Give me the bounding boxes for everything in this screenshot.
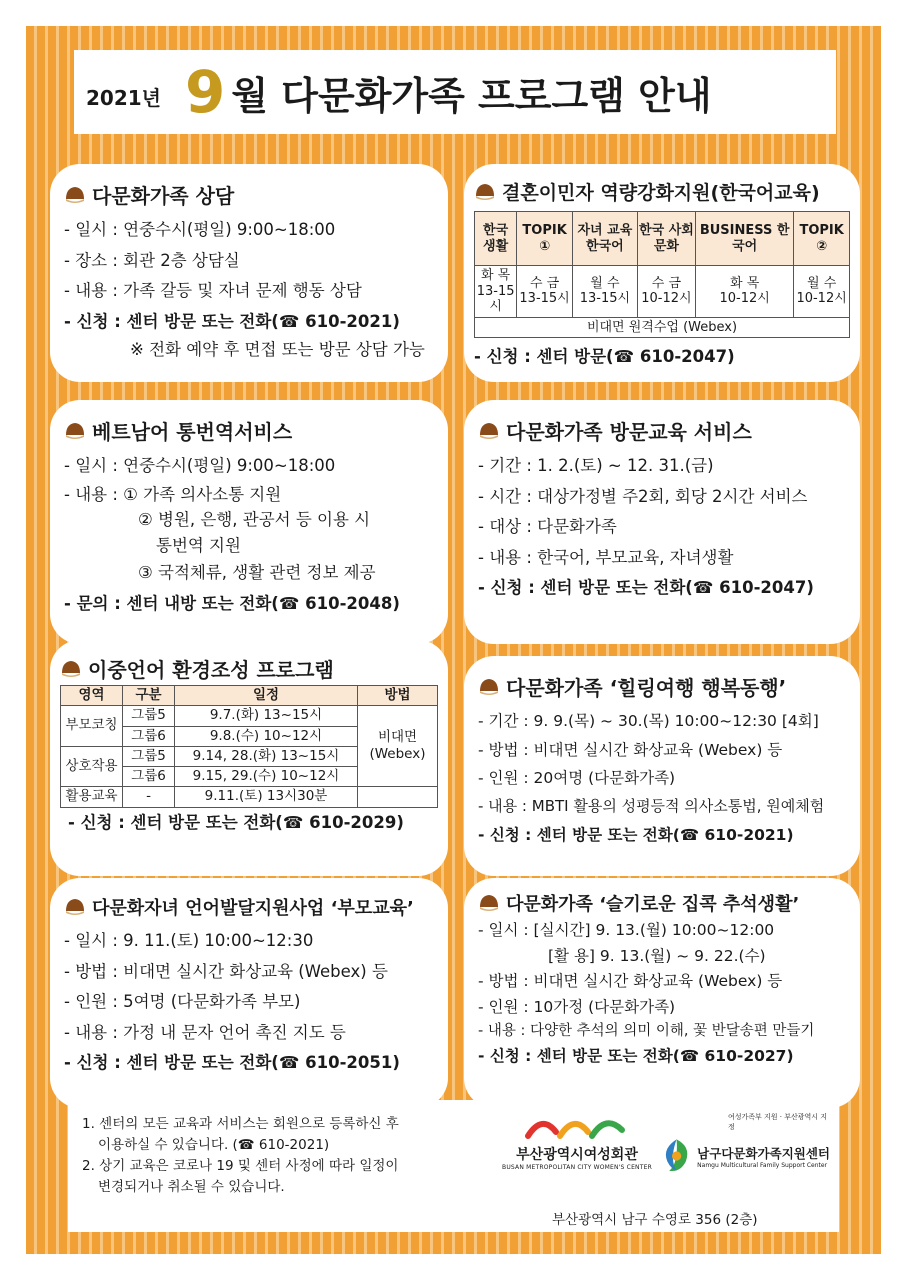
- day: 수 금: [651, 275, 682, 291]
- interpret-line: ② 병원, 은행, 관공서 등 이용 시: [138, 510, 371, 530]
- korean-apply: - 신청 : 센터 방문(☎ 610-2047): [474, 347, 735, 367]
- title-month: 9: [184, 58, 226, 126]
- table-cell: -: [123, 787, 175, 807]
- visit-line: - 기간 : 1. 2.(토) ~ 12. 31.(금): [478, 456, 714, 475]
- footer-note: 1. 센터의 모든 교육과 서비스는 회원으로 등록하신 후: [82, 1116, 399, 1132]
- footer-note: 이용하실 수 있습니다. (☎ 610-2021): [98, 1136, 330, 1153]
- language-line: - 인원 : 5여명 (다문화가족 부모): [64, 992, 301, 1012]
- card-visit: [464, 400, 860, 644]
- card-korean-heading: [474, 178, 850, 205]
- card-interpret: [50, 400, 448, 644]
- visit-line: - 대상 : 다문화가족: [478, 517, 617, 537]
- womens-center-logo: [502, 1112, 652, 1171]
- chestnut-icon: [478, 421, 500, 441]
- healing-line: - 인원 : 20여명 (다문화가족): [478, 769, 676, 788]
- language-line: - 신청 : 센터 방문 또는 전화(☎ 610-2051): [64, 1053, 400, 1073]
- table-header: 영역: [61, 686, 123, 706]
- card-title: 이중언어 환경조성 프로그램: [88, 658, 334, 682]
- interpret-line: 통번역 지원: [156, 535, 241, 555]
- table-cell: 상호작용: [61, 746, 123, 787]
- card-title: 다문화가족 방문교육 서비스: [506, 420, 752, 444]
- womens-center-emblem-icon: [522, 1112, 632, 1140]
- table-header: 자녀 교육 한국어: [572, 212, 637, 266]
- card-title: 다문화가족 상담: [92, 184, 235, 208]
- table-cell: 9.11.(토) 13시30분: [175, 787, 358, 807]
- counsel-line: - 내용 : 가족 갈등 및 자녀 문제 행동 상담: [64, 281, 362, 301]
- table-header: BUSINESS 한국어: [696, 212, 794, 266]
- chestnut-icon: [64, 421, 86, 441]
- chestnut-icon: [64, 185, 86, 205]
- language-line: - 일시 : 9. 11.(토) 10:00~12:30: [64, 931, 314, 950]
- healing-line: - 내용 : MBTI 활용의 성평등적 의사소통법, 원예체험: [478, 797, 825, 816]
- healing-line: - 방법 : 비대면 실시간 화상교육 (Webex) 등: [478, 740, 783, 759]
- card-interpret-heading: [64, 416, 434, 445]
- card-title: 다문화가족 ‘슬기로운 집콕 추석생활’: [506, 894, 800, 915]
- card-counsel-heading: [64, 180, 434, 209]
- table-header: 한국 사회 문화: [637, 212, 695, 266]
- footer-note: 변경되거나 취소될 수 있습니다.: [98, 1178, 285, 1195]
- language-line: - 방법 : 비대면 실시간 화상교육 (Webex) 등: [64, 961, 388, 981]
- chuseok-line: [활 용] 9. 13.(월) ~ 9. 22.(수): [548, 946, 766, 965]
- org2-name: 남구다문화가족지원센터: [697, 1145, 830, 1161]
- chestnut-icon: [478, 893, 500, 913]
- interpret-line: - 일시 : 연중수시(평일) 9:00~18:00: [64, 456, 336, 475]
- day: 화 목: [480, 268, 511, 283]
- table-cell: [358, 787, 438, 807]
- chuseok-line: - 내용 : 다양한 추석의 의미 이해, 꽃 반달송편 만들기: [478, 1023, 815, 1040]
- chuseok-line: - 인원 : 10가정 (다문화가족): [478, 997, 676, 1016]
- page-title: 월 다문화가족 프로그램 안내: [231, 73, 712, 118]
- table-cell: 부모코칭: [61, 706, 123, 747]
- card-title: 베트남어 통번역서비스: [92, 420, 293, 444]
- family-center-emblem-icon: [660, 1136, 693, 1176]
- title-banner: [74, 50, 836, 134]
- table-cell: [637, 266, 695, 318]
- table-cell: 그룹5: [123, 706, 175, 726]
- counsel-line: - 장소 : 회관 2층 상담실: [64, 250, 240, 270]
- footer: [68, 1100, 839, 1232]
- table-cell: 9.15, 29.(수) 10~12시: [175, 767, 358, 787]
- table-cell: 그룹5: [123, 746, 175, 766]
- chestnut-icon: [64, 897, 86, 917]
- counsel-line: - 일시 : 연중수시(평일) 9:00~18:00: [64, 220, 336, 239]
- healing-line: - 신청 : 센터 방문 또는 전화(☎ 610-2021): [478, 825, 794, 844]
- table-cell: 그룹6: [123, 767, 175, 787]
- chestnut-icon: [60, 659, 82, 679]
- card-healing: [464, 656, 860, 876]
- time: 13-15시: [519, 291, 570, 307]
- card-title: 결혼이민자 역량강화지원(한국어교육): [502, 182, 820, 204]
- card-bilingual-heading: [60, 654, 438, 683]
- chuseok-line: - 신청 : 센터 방문 또는 전화(☎ 610-2027): [478, 1047, 794, 1066]
- table-header: 방법: [358, 686, 438, 706]
- card-title: 다문화가족 ‘힐링여행 행복동행’: [506, 676, 787, 700]
- counsel-apply: - 신청 : 센터 방문 또는 전화(☎ 610-2021): [64, 311, 400, 331]
- address: 부산광역시 남구 수영로 356 (2층): [552, 1212, 758, 1228]
- day: 수 금: [529, 275, 560, 291]
- chuseok-line: - 방법 : 비대면 실시간 화상교육 (Webex) 등: [478, 972, 783, 991]
- table-header: TOPIK ②: [794, 212, 850, 266]
- korean-method: 비대면 원격수업 (Webex): [475, 317, 850, 338]
- org2-small: 여성가족부 지원 · 부산광역시 지정: [728, 1113, 828, 1131]
- card-title: 다문화자녀 언어발달지원사업 ‘부모교육’: [92, 898, 414, 919]
- table-cell: 활용교육: [61, 787, 123, 807]
- time: 10-12시: [719, 291, 770, 307]
- time: 10-12시: [796, 291, 847, 307]
- card-language-heading: [64, 894, 434, 920]
- card-visit-heading: [478, 416, 846, 445]
- korean-schedule-table: [474, 211, 850, 338]
- visit-line: - 내용 : 한국어, 부모교육, 자녀생활: [478, 547, 734, 567]
- day: 화 목: [730, 275, 760, 291]
- table-cell: 9.14, 28.(화) 13~15시: [175, 746, 358, 766]
- title-year: 2021년: [86, 85, 161, 110]
- interpret-line: - 문의 : 센터 내방 또는 전화(☎ 610-2048): [64, 593, 400, 613]
- table-header: 구분: [123, 686, 175, 706]
- card-language: [50, 878, 448, 1108]
- time: 13-15시: [579, 291, 631, 307]
- bilingual-schedule-table: [60, 685, 438, 808]
- day: 월 수: [807, 275, 837, 291]
- interpret-line: - 내용 : ① 가족 의사소통 지원: [64, 484, 282, 504]
- table-header: 일정: [175, 686, 358, 706]
- time: 10-12시: [641, 291, 692, 307]
- table-cell: 9.8.(수) 10~12시: [175, 726, 358, 746]
- language-line: - 내용 : 가정 내 문자 언어 촉진 지도 등: [64, 1022, 346, 1042]
- org1-name: 부산광역시여성회관: [516, 1147, 638, 1163]
- family-center-logo: [660, 1112, 830, 1176]
- time: 13-15시: [476, 283, 515, 315]
- footer-note: 2. 상기 교육은 코로나 19 및 센터 사정에 따라 일정이: [82, 1157, 399, 1174]
- table-cell: [696, 266, 794, 318]
- bilingual-apply: - 신청 : 센터 방문 또는 전화(☎ 610-2029): [68, 812, 404, 832]
- card-chuseok-heading: [478, 890, 846, 916]
- table-cell: 9.7.(화) 13~15시: [175, 706, 358, 726]
- day: 월 수: [590, 275, 620, 291]
- card-chuseok: [464, 878, 860, 1108]
- chuseok-line: - 일시 : [실시간] 9. 13.(월) 10:00~12:00: [478, 921, 775, 939]
- poster: [26, 26, 881, 1254]
- card-korean: [464, 164, 860, 382]
- chestnut-icon: [474, 182, 496, 202]
- table-header: 한국 생활: [475, 212, 517, 266]
- table-cell: 비대면 (Webex): [358, 706, 438, 787]
- table-cell: [517, 266, 573, 318]
- table-cell: [475, 266, 517, 318]
- healing-line: - 기간 : 9. 9.(목) ~ 30.(목) 10:00~12:30 [4회]: [478, 712, 819, 730]
- org2-english: Namgu Multicultural Family Support Center: [697, 1161, 828, 1169]
- table-cell: [572, 266, 637, 318]
- visit-line: - 시간 : 대상가정별 주2회, 회당 2시간 서비스: [478, 486, 808, 506]
- card-counsel: [50, 164, 448, 382]
- card-healing-heading: [478, 672, 846, 701]
- card-bilingual: [50, 640, 448, 876]
- counsel-note: ※ 전화 예약 후 면접 또는 방문 상담 가능: [130, 340, 425, 360]
- table-header: TOPIK ①: [517, 212, 573, 266]
- table-cell: 그룹6: [123, 726, 175, 746]
- table-cell: [794, 266, 850, 318]
- visit-line: - 신청 : 센터 방문 또는 전화(☎ 610-2047): [478, 578, 814, 598]
- org1-english: BUSAN METROPOLITAN CITY WOMEN'S CENTER: [502, 1164, 652, 1171]
- chestnut-icon: [478, 677, 500, 697]
- interpret-line: ③ 국적체류, 생활 관련 정보 제공: [138, 563, 376, 583]
